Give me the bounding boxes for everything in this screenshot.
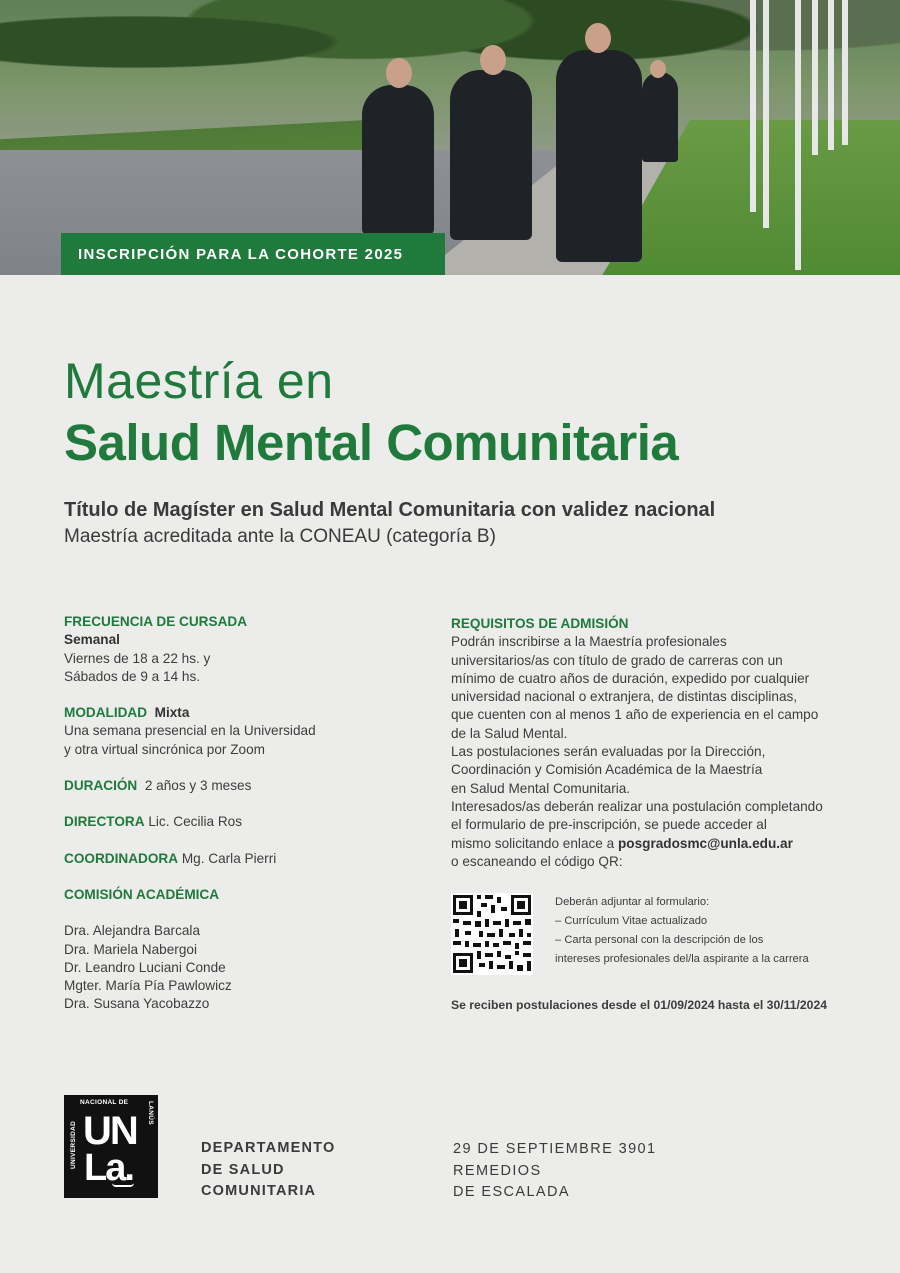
attachment-item: – Currículum Vitae actualizado — [555, 915, 708, 927]
address — [453, 1139, 656, 1204]
attachment-item: – Carta personal con la descripción de los — [555, 934, 764, 946]
student-head — [480, 45, 506, 75]
logo-swoosh — [112, 1183, 134, 1187]
requirements-line: Podrán inscribirse a la Maestría profesionales — [451, 634, 727, 650]
attachments-note — [555, 893, 855, 969]
requirements-line: Interesados/as deberán realizar una postulación completando — [451, 798, 823, 814]
student-figure — [362, 85, 434, 235]
logo-text-right: LANÚS — [147, 1101, 154, 1125]
requirements-line: de la Salud Mental. — [451, 725, 568, 741]
department-line: DE SALUD — [201, 1161, 285, 1178]
page-title-line2: Salud Mental Comunitaria — [64, 414, 679, 471]
requirements-line: el formulario de pre-inscripción, se puede acceder al — [451, 817, 767, 833]
department-name — [201, 1138, 335, 1203]
requirements-line: universidad nacional o extranjera, de distintas disciplinas, — [451, 689, 798, 705]
modality-title: MODALIDAD — [64, 705, 148, 721]
committee-member: Dra. Alejandra Barcala — [64, 923, 201, 939]
student-head — [585, 23, 611, 53]
department-line: DEPARTAMENTO — [201, 1140, 336, 1156]
coordinator-section — [64, 850, 414, 868]
committee-section — [64, 886, 414, 1014]
requirements-line: Coordinación y Comisión Académica de la Maestría — [451, 762, 763, 778]
frequency-value: Semanal — [64, 632, 120, 648]
requirements-line: que cuenten con al menos 1 año de experiencia en el campo — [451, 707, 819, 723]
committee-member: Dra. Susana Yacobazzo — [64, 996, 210, 1012]
requirements-line: mínimo de cuatro años de duración, expedido por cualquier — [451, 670, 810, 686]
duration-title: DURACIÓN — [64, 778, 138, 794]
flag-pole — [763, 0, 769, 228]
contact-email-link[interactable]: posgradosmc@unla.edu.ar — [617, 835, 793, 851]
qr-code[interactable] — [451, 893, 533, 975]
committee-title: COMISIÓN ACADÉMICA — [64, 886, 220, 902]
modality-value: Mixta — [154, 705, 190, 721]
logo-text-top: NACIONAL DE — [80, 1099, 129, 1106]
student-head — [650, 60, 666, 78]
frequency-title: FRECUENCIA DE CURSADA — [64, 614, 248, 629]
attachment-item: intereses profesionales del/la aspirante a la carrera — [555, 953, 809, 965]
requirements-line: en Salud Mental Comunitaria. — [451, 780, 631, 796]
address-line: 29 DE SEPTIEMBRE 3901 — [453, 1141, 657, 1157]
qr-instruction: o escaneando el código QR: — [451, 853, 623, 869]
page-title-line1: Maestría en — [64, 353, 334, 409]
director-title: DIRECTORA — [64, 814, 145, 830]
coordinator-value: Mg. Carla Pierri — [181, 850, 277, 866]
frequency-section — [64, 613, 414, 686]
flag-pole — [795, 0, 801, 270]
student-figure — [556, 50, 642, 262]
frequency-line: Sábados de 9 a 14 hs. — [64, 668, 201, 684]
attachments-title: Deberán adjuntar al formulario: — [555, 896, 710, 908]
requirements-line: universitarios/as con título de grado de carreras con un — [451, 652, 783, 668]
modality-line: Una semana presencial en la Universidad — [64, 723, 316, 739]
student-head — [386, 58, 412, 88]
contact-line — [451, 835, 851, 853]
logo-text-left: UNIVERSIDAD — [70, 1120, 77, 1170]
program-details-column — [64, 613, 414, 1014]
modality-section — [64, 704, 414, 759]
requirements-title: REQUISITOS DE ADMISIÓN — [451, 616, 629, 631]
address-line: DE ESCALADA — [453, 1184, 570, 1200]
frequency-line: Viernes de 18 a 22 hs. y — [64, 650, 211, 666]
logo-la: La. — [84, 1147, 133, 1189]
contact-prefix: mismo solicitando enlace a — [451, 835, 618, 851]
modality-line: y otra virtual sincrónica por Zoom — [64, 741, 265, 757]
admission-requirements-column — [451, 615, 851, 871]
requirements-line: Las postulaciones serán evaluadas por la Dirección, — [451, 744, 766, 760]
director-value: Lic. Cecilia Ros — [148, 814, 243, 830]
coordinator-title: COORDINADORA — [64, 850, 179, 866]
unla-logo — [64, 1095, 158, 1198]
flag-pole — [812, 0, 818, 155]
student-figure — [450, 70, 532, 240]
flag-pole — [750, 0, 756, 212]
duration-value: 2 años y 3 meses — [144, 778, 252, 794]
qr-code-graphic — [451, 893, 533, 975]
committee-member: Dra. Mariela Nabergoi — [64, 941, 197, 957]
student-figure — [642, 72, 678, 162]
address-line: REMEDIOS — [453, 1162, 542, 1179]
department-line: COMUNITARIA — [201, 1183, 317, 1199]
cohort-banner: INSCRIPCIÓN PARA LA COHORTE 2025 — [61, 233, 445, 275]
application-dates: Se reciben postulaciones desde el 01/09/2024 hasta el 30/11/2024 — [451, 998, 828, 1012]
flag-pole — [828, 0, 834, 150]
committee-member: Dr. Leandro Luciani Conde — [64, 959, 226, 975]
duration-section — [64, 777, 414, 795]
flag-pole — [842, 0, 848, 145]
accreditation-subtitle: Maestría acreditada ante la CONEAU (categoría B) — [64, 526, 496, 547]
logo-un: UN — [83, 1109, 137, 1153]
degree-subtitle: Título de Magíster en Salud Mental Comunitaria con validez nacional — [64, 499, 716, 521]
committee-member: Mgter. María Pía Pawlowicz — [64, 978, 232, 994]
director-section — [64, 813, 414, 831]
